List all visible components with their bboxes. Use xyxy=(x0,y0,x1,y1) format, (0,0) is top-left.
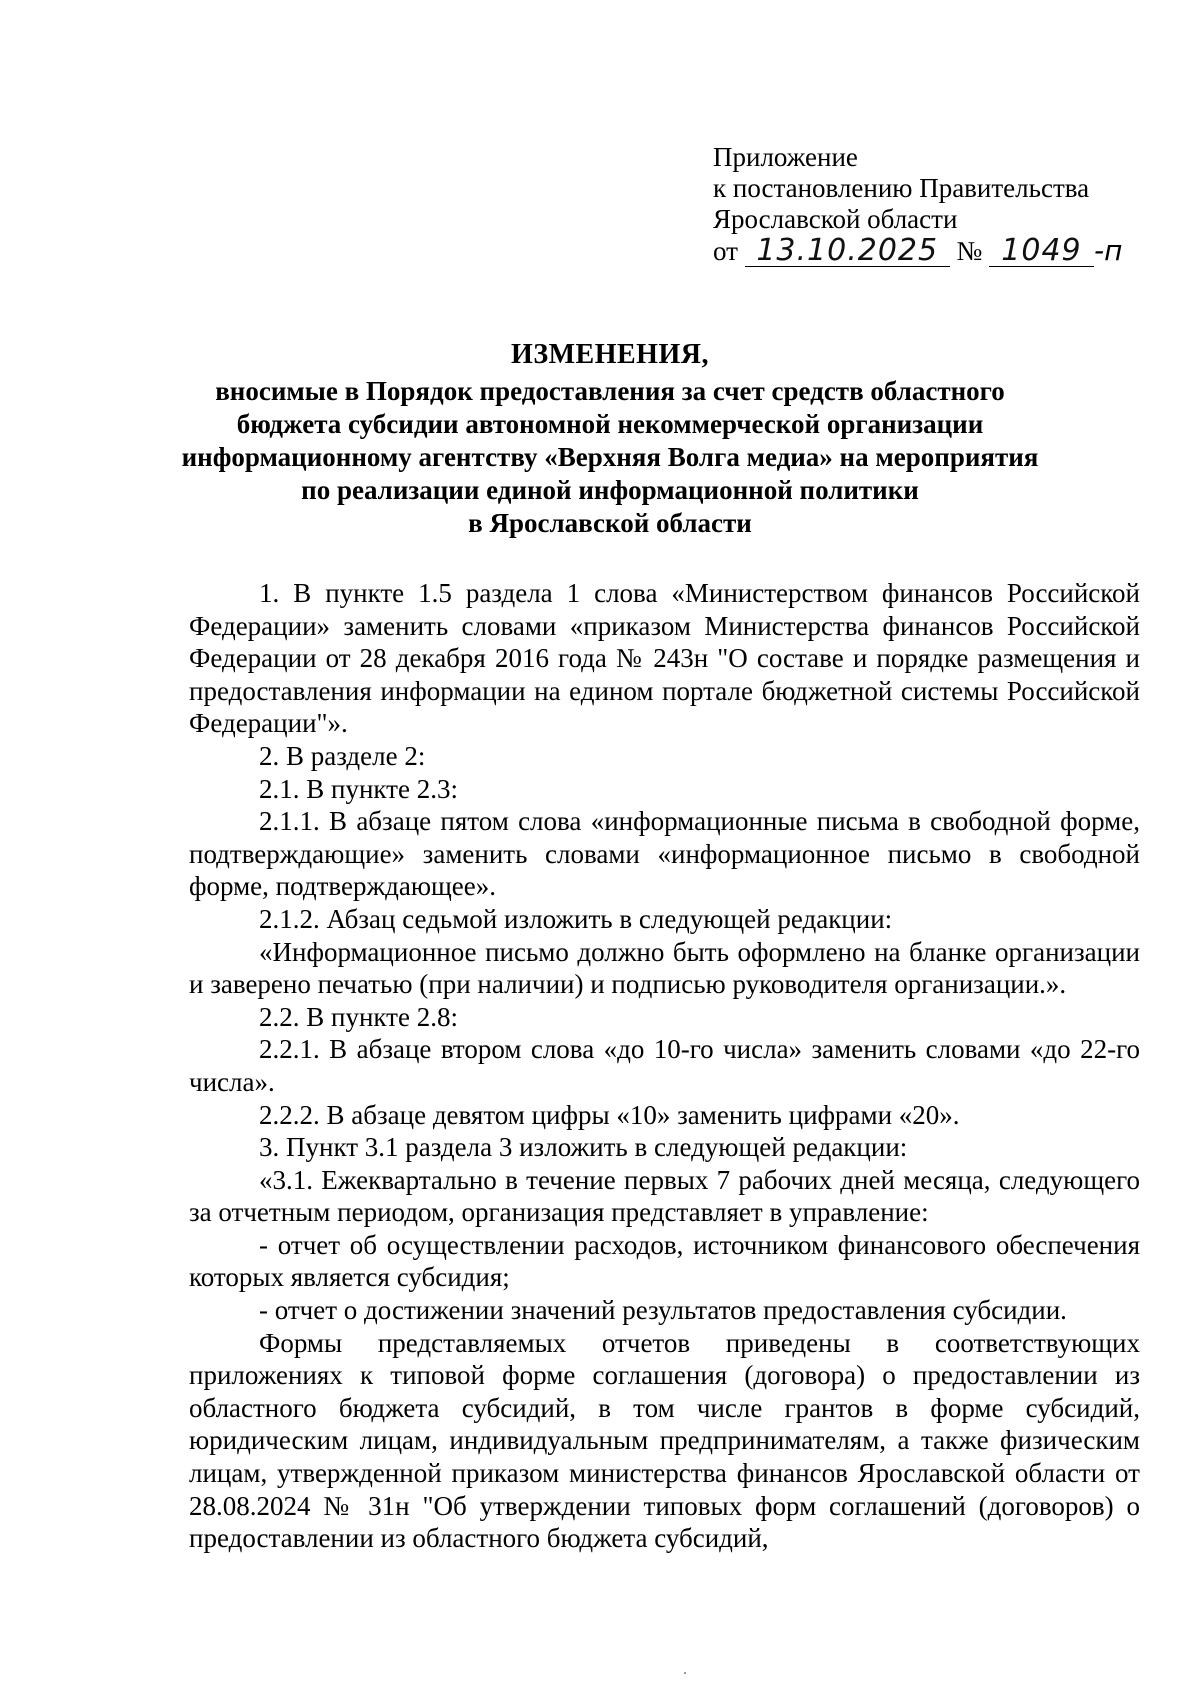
document-body xyxy=(189,577,1140,1555)
paragraph: 2.1.2. Абзац седьмой изложить в следующей редакции: xyxy=(259,903,893,934)
handwritten-number: 1049 xyxy=(1001,233,1082,268)
date-field xyxy=(745,233,950,268)
appendix-label: Приложение xyxy=(713,142,858,172)
appendix-region-line: Ярославской области xyxy=(713,204,958,234)
title-line: в Ярославской области xyxy=(468,508,752,538)
handwritten-number-suffix: -п xyxy=(1093,234,1123,267)
title-line: информационному агентству «Верхняя Волга медиа» на мероприятия xyxy=(181,442,1039,472)
scan-speck xyxy=(684,1672,686,1674)
paragraph: - отчет об осуществлении расходов, источником финансового обеспечения которых является субсидия; xyxy=(189,1229,1140,1293)
appendix-date-number-line xyxy=(713,235,1153,271)
paragraph: 2.2.2. В абзаце девятом цифры «10» заменить цифрами «20». xyxy=(259,1099,960,1130)
appendix-resolution-line: к постановлению Правительства xyxy=(713,173,1090,203)
title-line: бюджета субсидии автономной некоммерческой организации xyxy=(236,409,984,439)
number-field xyxy=(989,233,1094,268)
paragraph: 2.2.1. В абзаце втором слова «до 10-го числа» заменить словами «до 22-го числа». xyxy=(189,1034,1140,1097)
paragraph: 2.2. В пункте 2.8: xyxy=(259,1001,458,1032)
title-line: вносимые в Порядок предоставления за счет средств областного xyxy=(215,376,1005,406)
document-title xyxy=(170,338,1050,540)
paragraph: - отчет о достижении значений результатов предоставления субсидии. xyxy=(259,1295,1067,1326)
title-heading: ИЗМЕНЕНИЯ, xyxy=(511,339,709,370)
paragraph: 3. Пункт 3.1 раздела 3 изложить в следующей редакции: xyxy=(259,1132,908,1163)
handwritten-date: 13.10.2025 xyxy=(756,233,939,268)
number-sign: № xyxy=(956,236,983,266)
title-line: по реализации единой информационной политики xyxy=(301,475,919,505)
appendix-block xyxy=(713,142,1153,271)
paragraph: 1. В пункте 1.5 раздела 1 слова «Министерством финансов Российской Федерации» заменить словами «приказом Министерства финансов Российской Федерации от 28 декабря 2016 года № 243н "О составе и порядке размещения и предоставления информации на едином портале бюджетной системы Российской Федерации"». xyxy=(189,578,1140,739)
paragraph: 2. В разделе 2: xyxy=(259,740,426,771)
paragraph: 2.1. В пункте 2.3: xyxy=(259,773,458,804)
paragraph: 2.1.1. В абзаце пятом слова «информационные письма в свободной форме, подтверждающие» заменить словами «информационное письмо в свободной форме, подтверждающее». xyxy=(189,806,1140,902)
paragraph: Формы представляемых отчетов приведены в соответствующих приложениях к типовой форме соглашения (договора) о предоставлении из областного бюджета субсидий, в том числе грантов в форме субсидий, юридическим лицам, индивидуальным предпринимателям, а также физическим лицам, утвержденной приказом министерства финансов Ярославской области от 28.08.2024 № 31н "Об утверждении типовых форм соглашений (договоров) о предоставлении из областного бюджета субсидий, xyxy=(189,1327,1140,1554)
paragraph: «Информационное письмо должно быть оформлено на бланке организации и заверено печатью (при наличии) и подписью руководителя организации.». xyxy=(189,936,1140,1000)
from-label: от xyxy=(713,236,738,266)
paragraph: «3.1. Ежеквартально в течение первых 7 рабочих дней месяца, следующего за отчетным периодом, организация представляет в управление: xyxy=(189,1164,1140,1228)
